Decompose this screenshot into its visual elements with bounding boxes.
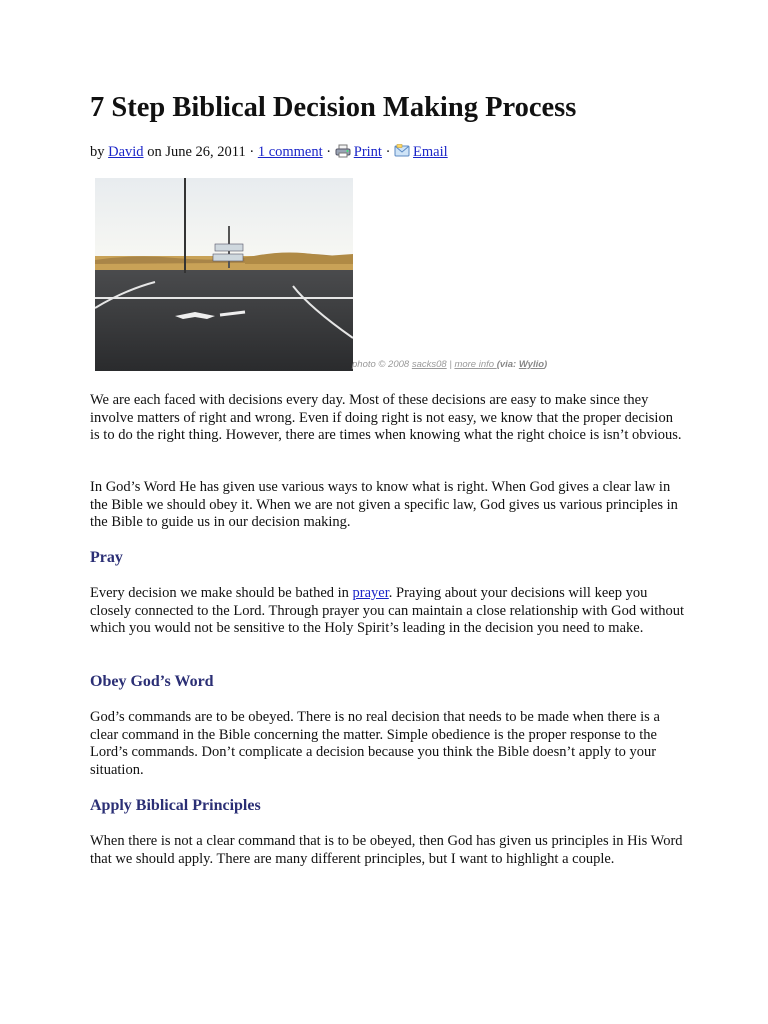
author-link[interactable]: David [108,144,144,160]
more-info-link[interactable]: more info [454,359,497,370]
intro-paragraph: We are each faced with decisions every day. Most of these decisions are easy to make since they involve matters of right and wrong. Even if doing right is not easy, we know that the proper decision is to do the right thing. However, there are times when knowing what the right choice is isn’t obvious. [90,392,682,443]
via-label [497,359,548,370]
photographer-link[interactable]: sacks08 [411,359,447,370]
print-link[interactable]: Print [353,144,382,160]
pray-paragraph [90,585,685,638]
email-link[interactable]: Email [413,144,448,160]
section-heading-principles: Apply Biblical Principles [90,797,261,814]
email-icon[interactable] [394,143,410,165]
pray-text-end: . Praying about your decisions will keep you closely connected to the Lord. Through prayer you can maintain a close relationship with God without which you would not be sensitive to the Holy Spirit’s leading in the decision you need to make. [90,585,685,636]
via-open: (via: [496,359,519,370]
article-photo [95,178,353,371]
byline-by: by [90,144,109,160]
crossroads-photo [95,178,353,371]
body-paragraph: In God’s Word He has given use various ways to know what is right. When God gives a clear law in the Bible we should obey it. When we are not given a specific law, God gives us various principles in the Bible to guide us in our decision making. [90,479,678,530]
section-heading-pray: Pray [90,549,123,566]
section-heading-obey: Obey God’s Word [90,673,214,690]
byline-separator: · [322,144,335,160]
wylio-link[interactable]: Wylio [518,359,545,370]
article-title: 7 Step Biblical Decision Making Process [90,92,577,123]
printer-icon[interactable] [335,143,351,165]
caption-separator: | [446,359,455,370]
pray-text-start: Every decision we make should be bathed in [90,585,353,601]
prayer-link[interactable]: prayer [352,585,389,601]
byline-date: on June 26, 2011 · [143,144,258,160]
photo-caption [352,359,547,370]
photo-credit: photo © 2008 [352,359,412,370]
principles-paragraph: When there is not a clear command that is to be obeyed, then God has given us principles in His Word that we should apply. There are many different principles, but I want to highlight a couple. [90,833,683,867]
byline [90,141,448,165]
obey-paragraph: God’s commands are to be obeyed. There is no real decision that needs to be made when there is a clear command in the Bible concerning the matter. Simple obedience is the proper response to the Lord’s commands. Don’t complicate a decision because you think the Bible doesn’t apply to your situation. [90,709,660,778]
via-close: ) [544,359,548,370]
byline-separator: · [381,144,395,160]
comments-link[interactable]: 1 comment [257,144,323,160]
